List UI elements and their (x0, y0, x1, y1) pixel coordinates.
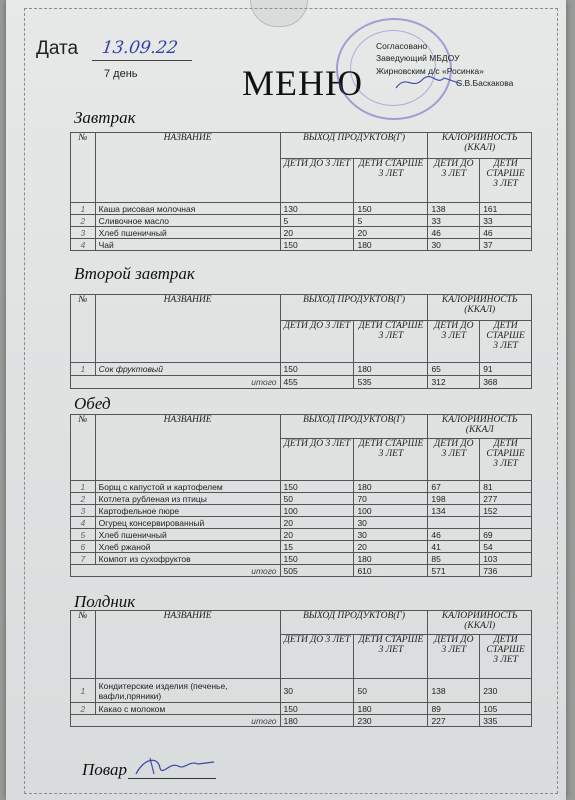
table-row (71, 363, 532, 376)
total-c1: 571 (428, 565, 480, 577)
col-calories: КАЛОРИЙНОСТЬ (ККАЛ (428, 415, 532, 439)
row-v1: 150 (280, 703, 354, 715)
row-v2: 180 (354, 553, 428, 565)
col-young: ДЕТИ ДО 3 ЛЕТ (280, 439, 354, 481)
row-no: 1 (71, 481, 96, 493)
row-v2: 150 (354, 203, 428, 215)
row-no: 4 (71, 517, 96, 529)
col-old: ДЕТИ СТАРШЕ 3 ЛЕТ (480, 635, 532, 679)
total-row (71, 715, 532, 727)
approval-line: Согласовано (376, 41, 428, 51)
col-no: № (71, 415, 96, 481)
director-signature (392, 70, 472, 94)
page-title: МЕНЮ (242, 63, 363, 103)
table-row (71, 679, 532, 703)
total-c1: 312 (428, 376, 480, 389)
table-row (71, 481, 532, 493)
table-row (71, 505, 532, 517)
row-v2: 5 (354, 215, 428, 227)
row-c2: 103 (480, 553, 532, 565)
row-c1: 67 (428, 481, 480, 493)
day-number: 7 день (104, 68, 138, 80)
row-name: Хлеб ржаной (95, 541, 280, 553)
row-c2: 105 (480, 703, 532, 715)
row-c1: 46 (428, 529, 480, 541)
row-no: 5 (71, 529, 96, 541)
row-no: 4 (71, 239, 96, 251)
row-c1: 65 (428, 363, 480, 376)
cook-signature (130, 752, 220, 780)
row-c2: 54 (480, 541, 532, 553)
row-v2: 20 (354, 541, 428, 553)
col-no: № (71, 295, 96, 363)
row-c1: 46 (428, 227, 480, 239)
table-row (71, 553, 532, 565)
total-row (71, 565, 532, 577)
row-no: 2 (71, 703, 96, 715)
table-row (71, 215, 532, 227)
total-c2: 335 (480, 715, 532, 727)
row-v1: 130 (280, 203, 354, 215)
total-v2: 610 (354, 565, 428, 577)
row-no: 3 (71, 227, 96, 239)
row-no: 1 (71, 363, 96, 376)
row-no: 2 (71, 215, 96, 227)
approval-line: Заведующий МБДОУ (376, 53, 460, 64)
row-name: Огурец консервированный (95, 517, 280, 529)
table-row (71, 239, 532, 251)
total-label: итого (71, 376, 281, 389)
col-old: ДЕТИ СТАРШЕ 3 ЛЕТ (480, 321, 532, 363)
row-v1: 20 (280, 529, 354, 541)
row-name: Картофельное пюре (95, 505, 280, 517)
table-row (71, 529, 532, 541)
row-v2: 30 (354, 517, 428, 529)
col-old: ДЕТИ СТАРШЕ 3 ЛЕТ (480, 439, 532, 481)
row-v2: 30 (354, 529, 428, 541)
row-c2: 277 (480, 493, 532, 505)
breakfast-table (70, 132, 532, 251)
approval-signer: С.В.Баскакова (456, 78, 514, 89)
row-name: Сок фруктовый (95, 363, 280, 376)
row-name: Сливочное масло (95, 215, 280, 227)
row-v1: 20 (280, 517, 354, 529)
row-v1: 5 (280, 215, 354, 227)
afternoon-snack-table (70, 610, 532, 727)
total-c1: 227 (428, 715, 480, 727)
row-v2: 180 (354, 239, 428, 251)
col-no: № (71, 611, 96, 679)
table-row (71, 703, 532, 715)
total-label: итого (71, 715, 281, 727)
col-name: НАЗВАНИЕ (95, 295, 280, 363)
row-v2: 180 (354, 363, 428, 376)
row-v2: 180 (354, 481, 428, 493)
col-young: ДЕТИ ДО 3 ЛЕТ (428, 439, 480, 481)
row-v1: 150 (280, 481, 354, 493)
row-no: 3 (71, 505, 96, 517)
row-c2 (480, 517, 532, 529)
row-name: Котлета рубленая из птицы (95, 493, 280, 505)
col-no: № (71, 133, 96, 203)
col-output: ВЫХОД ПРОДУКТОВ(Г) (280, 415, 428, 439)
row-no: 6 (71, 541, 96, 553)
row-v1: 50 (280, 493, 354, 505)
row-name: Чай (95, 239, 280, 251)
section-title: Завтрак (74, 108, 136, 127)
col-calories: КАЛОРИЙНОСТЬ (ККАЛ) (428, 611, 532, 635)
section-title: Полдник (74, 592, 136, 611)
row-v2: 70 (354, 493, 428, 505)
cook-label: Повар (82, 760, 128, 779)
total-c2: 368 (480, 376, 532, 389)
row-name: Хлеб пшеничный (95, 227, 280, 239)
row-name: Кондитерские изделия (печенье, вафли,пряники) (95, 679, 280, 703)
date-underline (92, 60, 192, 61)
row-no: 7 (71, 553, 96, 565)
col-name: НАЗВАНИЕ (95, 415, 280, 481)
section-title: Второй завтрак (74, 264, 195, 283)
col-young: ДЕТИ ДО 3 ЛЕТ (428, 635, 480, 679)
table-row (71, 227, 532, 239)
row-c1: 134 (428, 505, 480, 517)
row-v1: 30 (280, 679, 354, 703)
col-young: ДЕТИ ДО 3 ЛЕТ (280, 321, 354, 363)
total-v2: 230 (354, 715, 428, 727)
row-name: Какао с молоком (95, 703, 280, 715)
col-output: ВЫХОД ПРОДУКТОВ(Г) (280, 611, 428, 635)
col-calories: КАЛОРИЙНОСТЬ (ККАЛ) (428, 133, 532, 159)
row-no: 1 (71, 679, 96, 703)
approval-line: Жирновским д/с «Росинка» (376, 65, 484, 76)
col-old: ДЕТИ СТАРШЕ 3 ЛЕТ (354, 321, 428, 363)
table-row (71, 541, 532, 553)
col-young: ДЕТИ ДО 3 ЛЕТ (280, 159, 354, 203)
row-name: Компот из сухофруктов (95, 553, 280, 565)
col-name: НАЗВАНИЕ (95, 611, 280, 679)
col-output: ВЫХОД ПРОДУКТОВ(Г) (280, 295, 428, 321)
row-v1: 150 (280, 553, 354, 565)
row-c2: 37 (480, 239, 532, 251)
row-c2: 81 (480, 481, 532, 493)
row-v2: 100 (354, 505, 428, 517)
row-c1: 30 (428, 239, 480, 251)
total-v1: 180 (280, 715, 354, 727)
row-c1: 85 (428, 553, 480, 565)
col-calories: КАЛОРИЙНОСТЬ (ККАЛ) (428, 295, 532, 321)
row-v2: 50 (354, 679, 428, 703)
row-c2: 46 (480, 227, 532, 239)
row-c2: 152 (480, 505, 532, 517)
row-name: Хлеб пшеничный (95, 529, 280, 541)
row-v1: 15 (280, 541, 354, 553)
col-name: НАЗВАНИЕ (95, 133, 280, 203)
total-label: итого (71, 565, 281, 577)
col-output: ВЫХОД ПРОДУКТОВ(Г) (280, 133, 428, 159)
row-no: 2 (71, 493, 96, 505)
row-c1: 41 (428, 541, 480, 553)
row-v2: 20 (354, 227, 428, 239)
row-c1: 138 (428, 679, 480, 703)
row-c1 (428, 517, 480, 529)
second-breakfast-table (70, 294, 532, 389)
row-c2: 161 (480, 203, 532, 215)
row-no: 1 (71, 203, 96, 215)
col-young: ДЕТИ ДО 3 ЛЕТ (280, 635, 354, 679)
row-name: Борщ с капустой и картофелем (95, 481, 280, 493)
table-row (71, 493, 532, 505)
lunch-table (70, 414, 532, 577)
row-name: Каша рисовая молочная (95, 203, 280, 215)
row-c1: 33 (428, 215, 480, 227)
row-c2: 33 (480, 215, 532, 227)
row-c1: 89 (428, 703, 480, 715)
row-c2: 230 (480, 679, 532, 703)
total-c2: 736 (480, 565, 532, 577)
row-v1: 100 (280, 505, 354, 517)
section-title: Обед (74, 394, 111, 413)
col-young: ДЕТИ ДО 3 ЛЕТ (428, 159, 480, 203)
row-v1: 150 (280, 239, 354, 251)
col-old: ДЕТИ СТАРШЕ 3 ЛЕТ (354, 439, 428, 481)
row-c2: 69 (480, 529, 532, 541)
col-old: ДЕТИ СТАРШЕ 3 ЛЕТ (354, 635, 428, 679)
row-v1: 20 (280, 227, 354, 239)
row-v1: 150 (280, 363, 354, 376)
date-label: Дата (36, 38, 79, 59)
row-c1: 138 (428, 203, 480, 215)
table-row (71, 517, 532, 529)
total-v1: 505 (280, 565, 354, 577)
col-young: ДЕТИ ДО 3 ЛЕТ (428, 321, 480, 363)
col-old: ДЕТИ СТАРШЕ 3 ЛЕТ (354, 159, 428, 203)
total-v2: 535 (354, 376, 428, 389)
total-row (71, 376, 532, 389)
total-v1: 455 (280, 376, 354, 389)
row-c1: 198 (428, 493, 480, 505)
date-value: 13.09.22 (100, 38, 180, 58)
row-v2: 180 (354, 703, 428, 715)
table-row (71, 203, 532, 215)
col-old: ДЕТИ СТАРШЕ 3 ЛЕТ (480, 159, 532, 203)
row-c2: 91 (480, 363, 532, 376)
